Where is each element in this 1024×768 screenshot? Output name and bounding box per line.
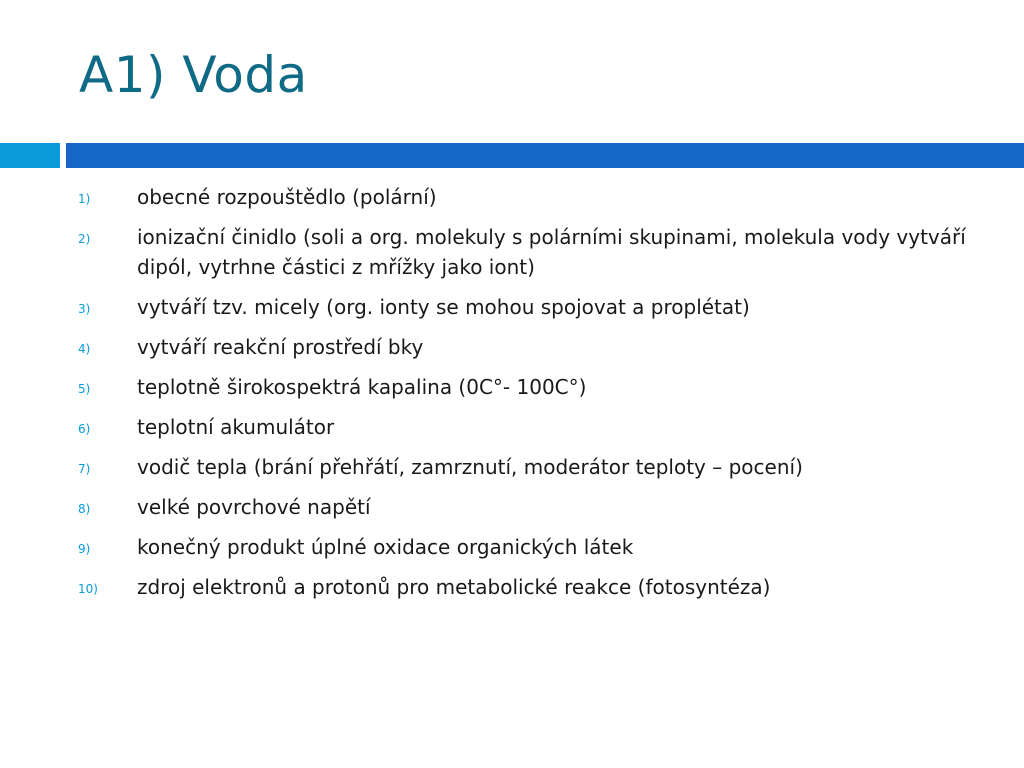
list-item [0,492,1024,522]
list-item [0,572,1024,602]
list-item-text: konečný produkt úplné oxidace organických látek [137,535,634,559]
title-divider-bar [66,143,1024,168]
list-item-text: ionizační činidlo (soli a org. molekuly s polárními skupinami, molekula vody vytváří dipól, vytrhne částici z mřížky jako iont) [137,225,966,279]
list-item-text: obecné rozpouštědlo (polární) [137,185,437,209]
list-item-text: zdroj elektronů a protonů pro metabolické reakce (fotosyntéza) [137,575,771,599]
list-item-text: vodič tepla (brání přehřátí, zamrznutí, moderátor teploty – pocení) [137,455,803,479]
list-item-number: 9) [78,542,91,556]
list-item-number: 8) [78,502,91,516]
title-divider-accent [0,143,60,168]
list-item-number: 5) [78,382,91,396]
list-item [0,532,1024,562]
list-item [0,222,1024,282]
content-list [0,182,1024,612]
slide-title: A1) Voda [79,46,308,104]
list-item-text: vytváří tzv. micely (org. ionty se mohou spojovat a proplétat) [137,295,750,319]
list-item [0,452,1024,482]
list-item-number: 2) [78,232,91,246]
list-item-number: 7) [78,462,91,476]
list-item [0,412,1024,442]
list-item [0,332,1024,362]
list-item [0,372,1024,402]
list-item-text: teplotně širokospektrá kapalina (0C°- 100C°) [137,375,587,399]
list-item-number: 10) [78,582,98,596]
list-item-text: velké povrchové napětí [137,495,371,519]
list-item-number: 4) [78,342,91,356]
list-item-text: teplotní akumulátor [137,415,335,439]
list-item [0,292,1024,322]
list-item [0,182,1024,212]
list-item-number: 3) [78,302,91,316]
list-item-number: 1) [78,192,91,206]
list-item-number: 6) [78,422,91,436]
list-item-text: vytváří reakční prostředí bky [137,335,424,359]
